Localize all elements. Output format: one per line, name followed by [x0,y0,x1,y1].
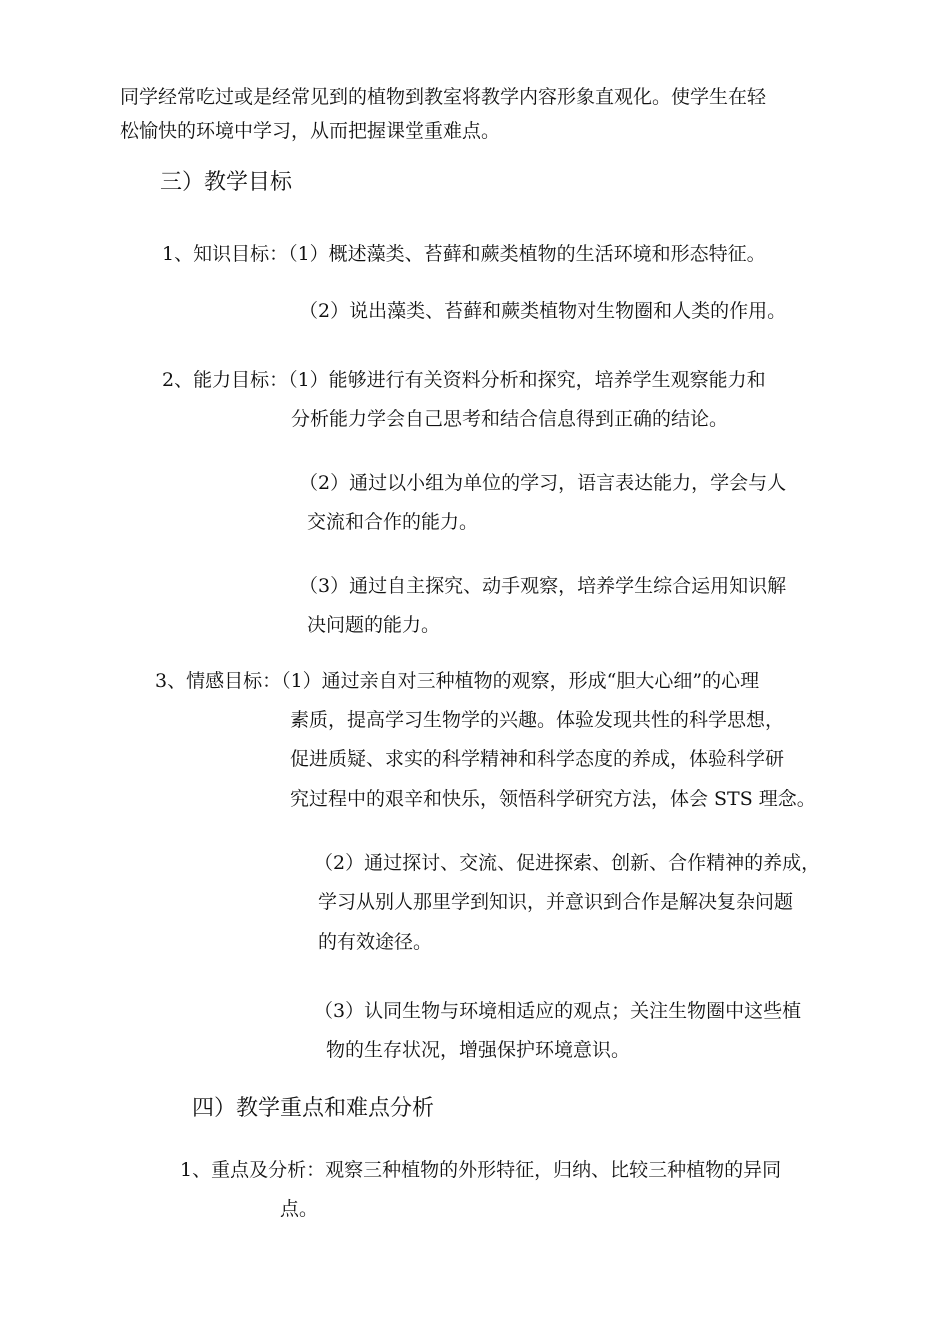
section-heading-key-difficult-points: 四）教学重点和难点分析 [192,1096,435,1121]
emotion-goal-line-6: 学习从别人那里学到知识，并意识到合作是解决复杂问题 [318,891,794,913]
emotion-goal-line-8: （3）认同生物与环境相适应的观点；关注生物圈中这些植 [314,1000,802,1022]
emotion-goal-line-7: 的有效途径。 [318,931,433,953]
knowledge-goal-line-2: （2）说出藻类、苔藓和蕨类植物对生物圈和人类的作用。 [299,300,787,322]
ability-goal-line-6: 决问题的能力。 [307,614,441,636]
emotion-goal-line-4: 究过程中的艰辛和快乐，领悟科学研究方法，体会 STS 理念。 [290,788,816,810]
emotion-goal-line-3: 促进质疑、求实的科学精神和科学态度的养成，体验科学研 [290,748,785,770]
ability-goal-line-3: （2）通过以小组为单位的学习，语言表达能力，学会与人 [299,472,787,494]
emotion-goal-line-1: 3、情感目标：（1）通过亲自对三种植物的观察，形成“胆大心细”的心理 [155,670,760,692]
knowledge-goal-line-1: 1、知识目标：（1）概述藻类、苔藓和蕨类植物的生活环境和形态特征。 [162,243,766,265]
intro-line-1: 同学经常吃过或是经常见到的植物到教室将教学内容形象直观化。使学生在轻 [120,86,767,108]
key-point-line-1: 1、重点及分析：观察三种植物的外形特征，归纳、比较三种植物的异同 [180,1159,782,1181]
emotion-goal-line-9: 物的生存状况，增强保护环境意识。 [326,1039,631,1061]
ability-goal-line-2: 分析能力学会自己思考和结合信息得到正确的结论。 [291,408,729,430]
ability-goal-line-1: 2、能力目标：（1）能够进行有关资料分析和探究，培养学生观察能力和 [162,369,766,391]
emotion-goal-line-5: （2）通过探讨、交流、促进探索、创新、合作精神的养成， [314,852,821,874]
intro-line-2: 松愉快的环境中学习，从而把握课堂重难点。 [120,120,501,142]
key-point-line-2: 点。 [280,1198,319,1220]
ability-goal-line-4: 交流和合作的能力。 [307,511,479,533]
emotion-goal-line-2: 素质，提高学习生物学的兴趣。体验发现共性的科学思想， [290,709,785,731]
section-heading-teaching-goals: 三）教学目标 [160,170,293,195]
ability-goal-line-5: （3）通过自主探究、动手观察，培养学生综合运用知识解 [299,575,787,597]
